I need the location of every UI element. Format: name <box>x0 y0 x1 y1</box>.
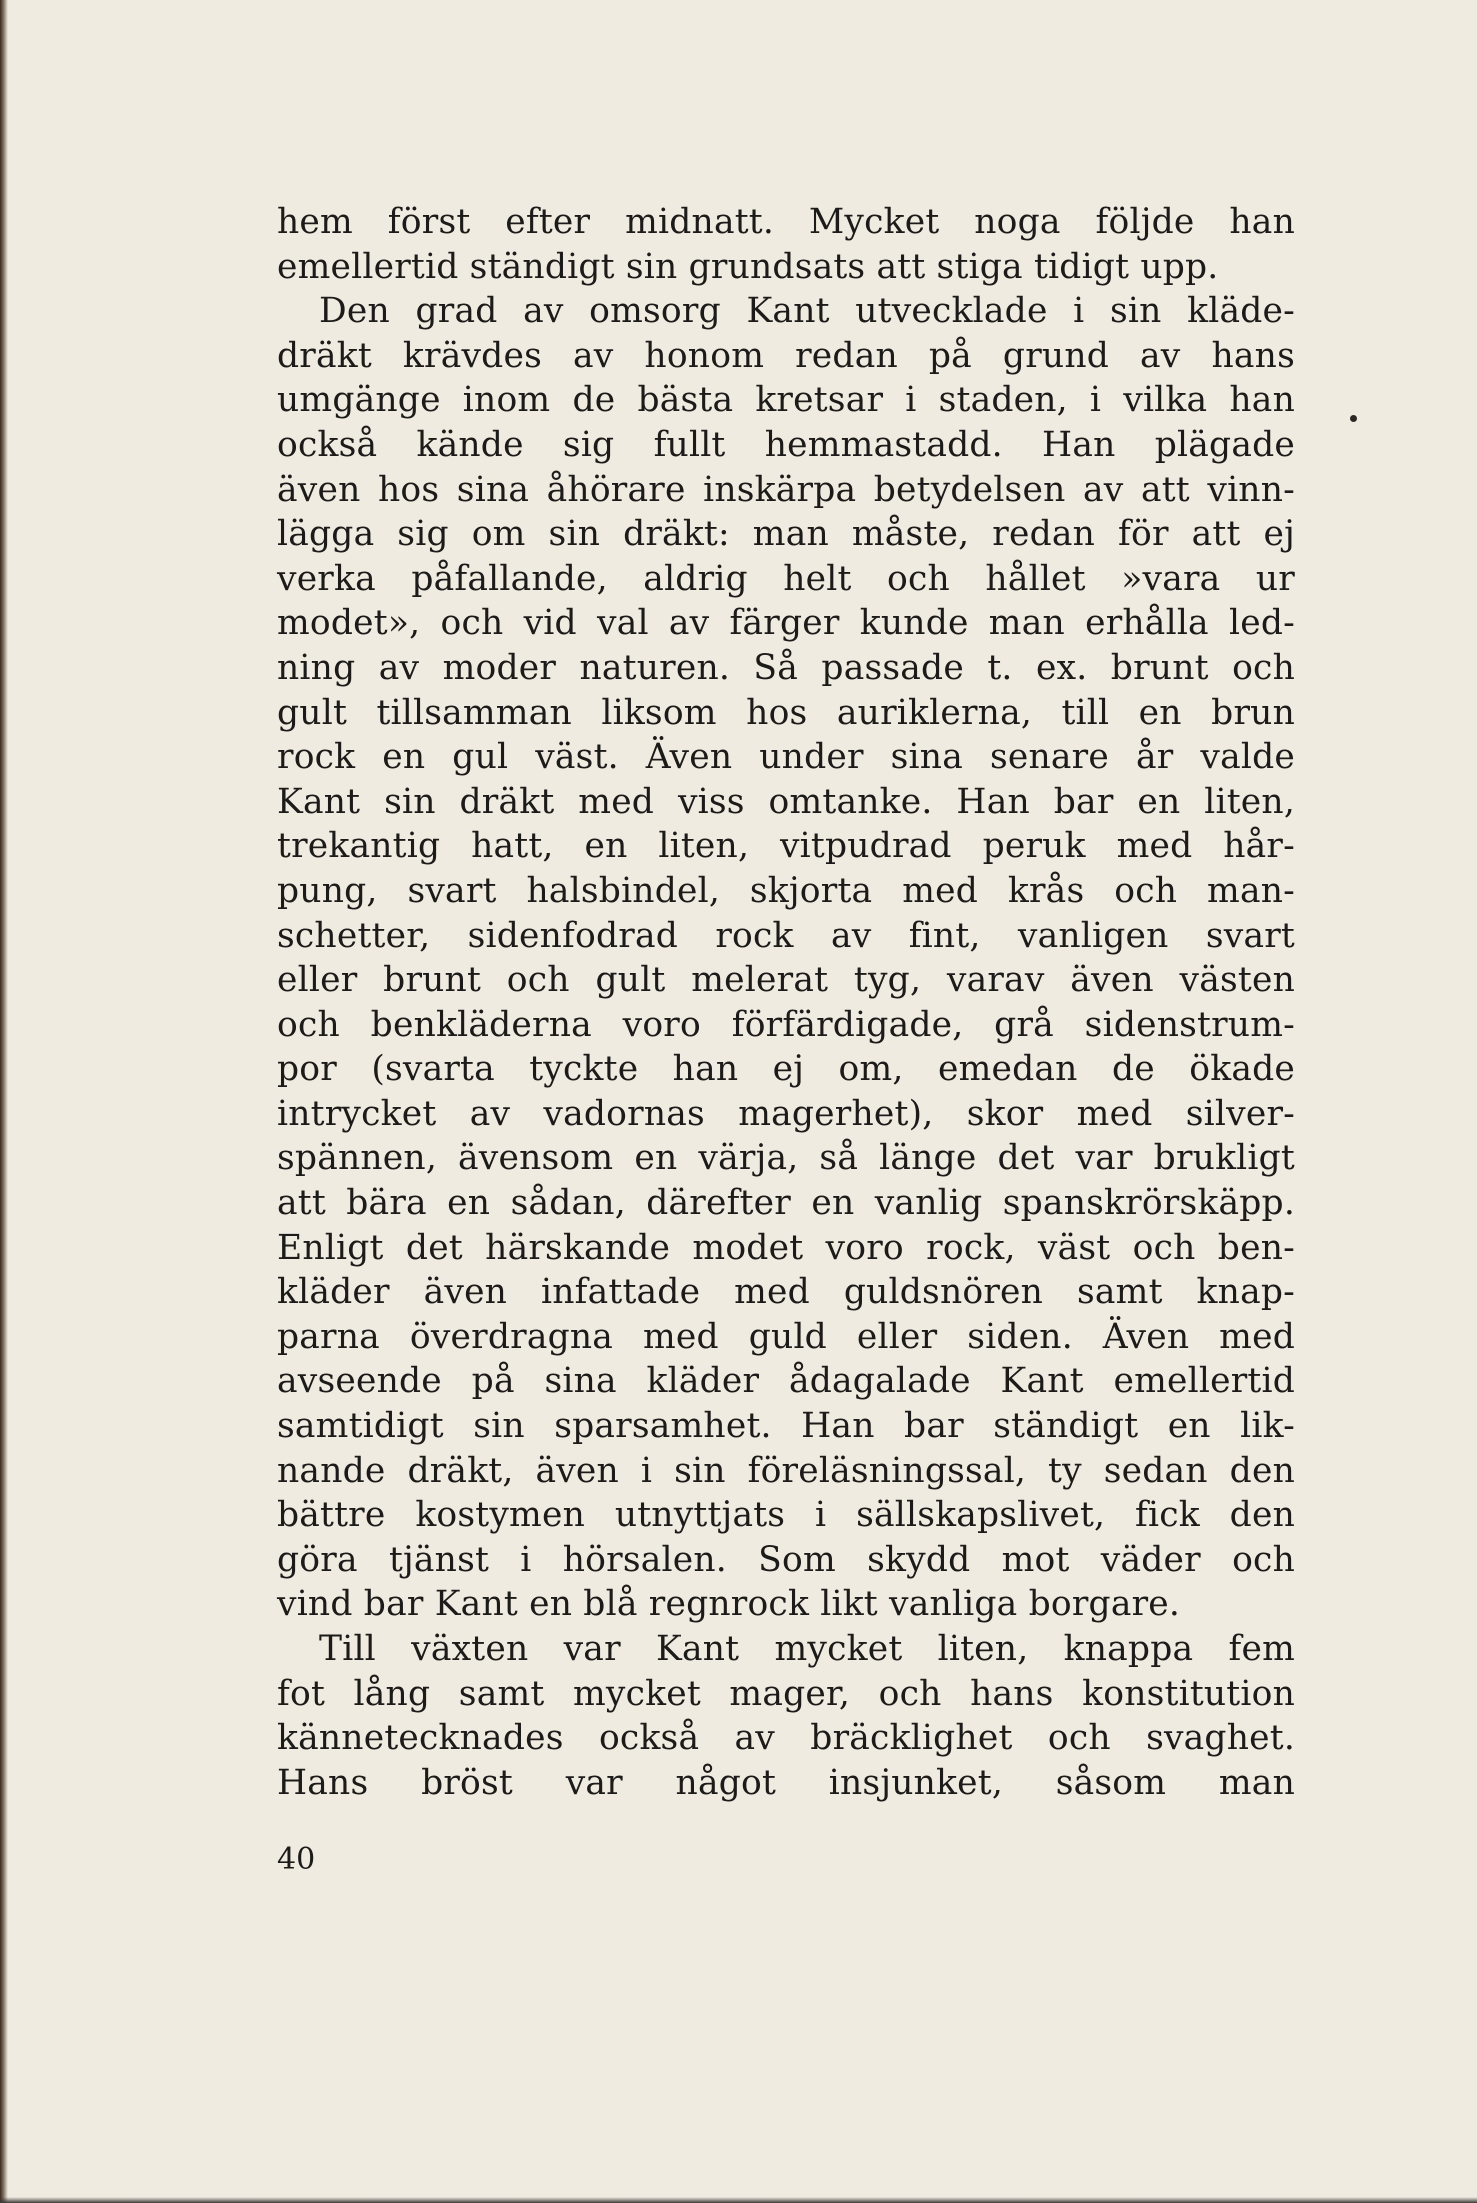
text-line: och benkläderna voro förfärdigade, grå sidenstrum- <box>277 1004 1295 1045</box>
text-line: intrycket av vadornas magerhet), skor med silver- <box>277 1093 1295 1134</box>
text-line: umgänge inom de bästa kretsar i staden, i vilka han <box>277 380 1295 421</box>
text-line: por (svarta tyckte han ej om, emedan de ökade <box>277 1049 1295 1090</box>
text-line: bättre kostymen utnyttjats i sällskapslivet, fick den <box>277 1495 1295 1536</box>
text-line: Enligt det härskande modet voro rock, väst och ben- <box>277 1227 1295 1268</box>
text-line: vind bar Kant en blå regnrock likt vanliga borgare. <box>277 1584 1181 1625</box>
text-line: göra tjänst i hörsalen. Som skydd mot väder och <box>277 1539 1295 1580</box>
text-line: spännen, ävensom en värja, så länge det var brukligt <box>277 1138 1295 1179</box>
text-line: kännetecknades också av bräcklighet och svaghet. <box>277 1718 1295 1759</box>
page-edge-shadow-left <box>0 0 8 2203</box>
text-line: också kände sig fullt hemmastadd. Han plägade <box>277 424 1295 465</box>
page-edge-shadow-bottom <box>0 2197 1477 2203</box>
text-line: verka påfallande, aldrig helt och hållet »vara ur <box>277 558 1295 599</box>
text-line: kläder även infattade med guldsnören samt knap- <box>277 1272 1295 1313</box>
text-line: parna överdragna med guld eller siden. Även med <box>277 1316 1295 1357</box>
text-line: Till växten var Kant mycket liten, knappa fem <box>319 1629 1295 1669</box>
text-line: nande dräkt, även i sin föreläsningssal, ty sedan den <box>277 1450 1295 1491</box>
text-line: dräkt krävdes av honom redan på grund av hans <box>277 335 1295 376</box>
page-number: 40 <box>277 1842 316 1877</box>
text-line: lägga sig om sin dräkt: man måste, redan för att ej <box>277 514 1295 555</box>
text-line: emellertid ständigt sin grundsats att stiga tidigt upp. <box>277 246 1219 287</box>
text-line: pung, svart halsbindel, skjorta med krås och man- <box>277 870 1295 911</box>
text-line: schetter, sidenfodrad rock av fint, vanligen svart <box>277 915 1295 956</box>
text-line: gult tillsamman liksom hos auriklerna, till en brun <box>277 692 1295 733</box>
text-line: rock en gul väst. Även under sina senare år valde <box>277 737 1295 778</box>
body-text <box>277 200 1295 1805</box>
text-line: hem först efter midnatt. Mycket noga följde han <box>277 202 1295 242</box>
text-line: samtidigt sin sparsamhet. Han bar ständigt en lik- <box>277 1406 1295 1447</box>
text-line: Kant sin dräkt med viss omtanke. Han bar en liten, <box>277 781 1295 822</box>
text-line: ning av moder naturen. Så passade t. ex. brunt och <box>277 647 1295 688</box>
text-line: att bära en sådan, därefter en vanlig spanskrörskäpp. <box>277 1183 1295 1224</box>
text-line: trekantig hatt, en liten, vitpudrad peruk med hår- <box>277 826 1295 867</box>
text-line: även hos sina åhörare inskärpa betydelsen av att vinn- <box>277 469 1295 510</box>
text-line: fot lång samt mycket mager, och hans konstitution <box>277 1673 1295 1714</box>
ink-speck <box>1350 415 1357 422</box>
text-line: modet», och vid val av färger kunde man erhålla led- <box>277 603 1295 644</box>
text-line: Hans bröst var något insjunket, såsom man <box>277 1762 1295 1803</box>
text-line: Den grad av omsorg Kant utvecklade i sin kläde- <box>319 291 1295 332</box>
text-line: eller brunt och gult melerat tyg, varav även västen <box>277 960 1295 1001</box>
text-line: avseende på sina kläder ådagalade Kant emellertid <box>277 1361 1295 1402</box>
